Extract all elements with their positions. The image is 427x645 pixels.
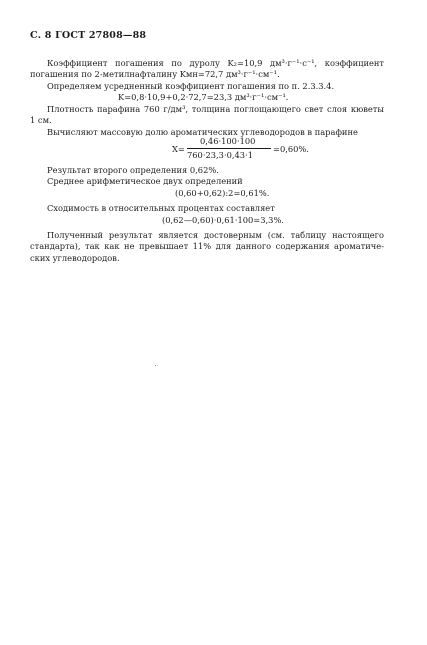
paragraph-line: Полученный результат является достоверным (см. таблицу настоящего	[47, 230, 384, 240]
paragraph-line: Результат второго определения 0,62%.	[47, 165, 219, 175]
formula-numerator: 0,46·100·100	[200, 136, 256, 146]
paragraph-line: Определяем усредненный коэффициент погашения по п. 2.3.3.4.	[47, 81, 335, 91]
formula-mean: (0,60+0,62):2=0,61%.	[175, 188, 270, 198]
formula-convergence: (0,62—0,60)·0,61·100=3,3%.	[162, 215, 284, 225]
page-header: С. 8 ГОСТ 27808—88	[30, 30, 147, 41]
paragraph-line: ских углеводородов.	[30, 253, 120, 263]
formula-k: K=0,8·10,9+0,2·72,7=23,3 дм³·г⁻¹·см⁻¹.	[118, 92, 289, 102]
paragraph-line: Плотность парафина 760 г/дм³, толщина поглощающего свет слоя кюветы	[47, 104, 384, 114]
paragraph-line: погашения по 2-метилнафталину Kмн=72,7 дм³·г⁻¹·см⁻¹.	[30, 69, 280, 79]
fraction-bar	[187, 148, 271, 149]
paragraph-line: 1 см.	[30, 115, 52, 125]
formula-lhs: X=	[172, 144, 185, 154]
paragraph-line: Среднее арифметическое двух определений	[47, 176, 243, 186]
paragraph-line: стандарта), так как не превышает 11% для данного содержания ароматиче-	[30, 241, 384, 251]
scan-speck	[155, 365, 156, 366]
paragraph-line: Вычисляют массовую долю ароматических углеводородов в парафине	[47, 127, 358, 137]
paragraph-line: Коэффициент погашения по дуролу K₂=10,9 дм³·г⁻¹·с⁻¹, коэффициент	[47, 58, 384, 68]
formula-denominator: 760·23,3·0,43·1	[187, 150, 253, 160]
paragraph-line: Сходимость в относительных процентах составляет	[47, 203, 275, 213]
formula-rhs: =0,60%.	[273, 144, 309, 154]
